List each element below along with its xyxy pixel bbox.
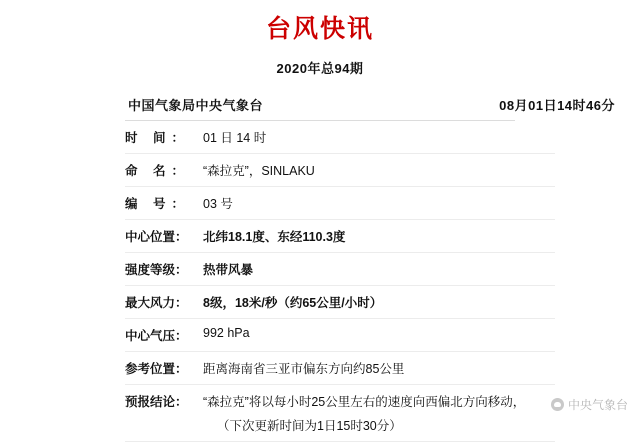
row-value-name: “森拉克”，SINLAKU [203,164,315,178]
forecast-line-1: “森拉克”将以每小时25公里左右的速度向西偏北方向移动， [203,395,526,409]
issue-timestamp: 08月01日14时46分 [499,98,615,113]
row-label-number: 编 号： [125,197,190,211]
row-label-name: 命 名： [125,164,190,178]
issuing-organization: 中国气象局中央气象台 [128,98,264,113]
table-row [125,154,555,187]
table-row [125,319,555,352]
row-label-intensity: 强度等级： [125,263,188,277]
table-row [125,187,555,220]
row-value-center-position: 北纬18.1度、东经110.3度 [203,230,346,244]
issue-number: 2020年总94期 [276,61,364,76]
row-value-number: 03 号 [203,197,233,211]
watermark-label: 中央气象台 [567,398,628,412]
weather-logo-icon [551,398,564,411]
org-and-time-row [128,95,615,114]
page-title: 台风快讯 [265,15,374,43]
table-row [125,220,555,253]
row-value-center-pressure: 992 hPa [203,326,250,340]
row-value-max-wind: 8级，18米/秒（约65公里/小时） [203,296,383,310]
row-label-time: 时 间： [125,131,190,145]
row-value-time: 01 日 14 时 [203,131,267,145]
table-row-forecast [125,385,555,442]
row-label-center-position: 中心位置： [125,230,188,244]
table-row [125,352,555,385]
row-label-reference-position: 参考位置： [125,362,188,376]
table-row [125,286,555,319]
row-label-center-pressure: 中心气压： [125,329,188,343]
table-row [125,121,555,154]
bulletin-table [125,121,555,442]
row-label-forecast: 预报结论： [125,395,188,409]
forecast-line-2: （下次更新时间为1日15时30分） [217,419,402,433]
row-value-forecast [203,385,555,442]
row-value-intensity: 热带风暴 [203,263,254,277]
table-row [125,253,555,286]
row-label-max-wind: 最大风力： [125,296,188,310]
row-value-reference-position: 距离海南省三亚市偏东方向约85公里 [203,362,405,376]
watermark [551,396,628,413]
